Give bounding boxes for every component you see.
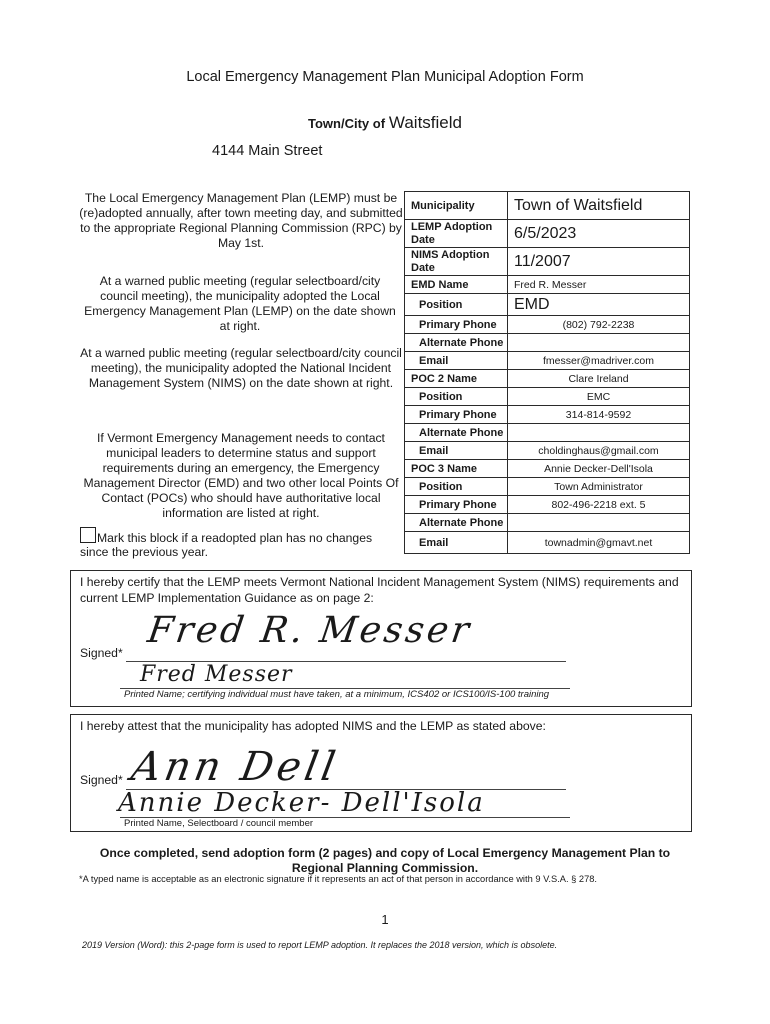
poc3-name-value[interactable]: Annie Decker-Dell'Isola (508, 460, 690, 478)
instruction-contacts: If Vermont Emergency Management needs to contact municipal leaders to determine status and support requirements during an emergency, the Emergency Management Director (EMD) and two other local Points Of Contact (POCs) who should have authoritative local information are listed at right. (83, 431, 399, 520)
poc2-email-label: Email (405, 442, 508, 460)
table-row-poc3-primary-phone (405, 496, 690, 514)
emd-email-value[interactable]: fmesser@madriver.com (508, 352, 690, 370)
poc3-position-value[interactable]: Town Administrator (508, 478, 690, 496)
emd-primary-phone-label: Primary Phone (405, 316, 508, 334)
poc3-email-value[interactable]: townadmin@gmavt.net (508, 532, 690, 554)
form-title: Local Emergency Management Plan Municipal Adoption Form (186, 69, 584, 85)
attest-statement: I hereby attest that the municipality has adopted NIMS and the LEMP as stated above: (80, 719, 546, 733)
version-note: 2019 Version (Word): this 2-page form is used to report LEMP adoption. It replaces the 2018 version, which is obsolete. (82, 940, 558, 950)
no-changes-note-line1: Mark this block if a readopted plan has no changes (97, 531, 373, 545)
no-changes-note-line2: since the previous year. (80, 545, 209, 559)
poc3-alternate-phone-value[interactable] (508, 514, 690, 532)
table-row-emd-primary-phone (405, 316, 690, 334)
instruction-lemp-adoption: At a warned public meeting (regular selectboard/city council meeting), the municipality adopted the Local Emergency Management Plan (LEMP) on the date shown at right. (84, 274, 396, 333)
table-row-lemp-date (405, 220, 690, 248)
table-row-emd-position (405, 294, 690, 316)
nims-date-value[interactable]: 11/2007 (508, 248, 690, 276)
emd-alternate-phone-label: Alternate Phone (405, 334, 508, 352)
table-row-poc3-alternate-phone (405, 514, 690, 532)
emd-email-label: Email (405, 352, 508, 370)
town-label: Town/City of (308, 116, 386, 131)
emd-position-label: Position (405, 294, 508, 316)
poc3-primary-phone-label: Primary Phone (405, 496, 508, 514)
emd-name-value[interactable]: Fred R. Messer (508, 276, 690, 294)
town-line (0, 113, 770, 133)
instruction-nims-adoption: At a warned public meeting (regular selectboard/city council meeting), the municipality adopted the National Incident Management System (NIMS) on the date shown at right. (80, 346, 402, 390)
instruction-lemp-annual: The Local Emergency Management Plan (LEMP) must be (re)adopted annually, after town meeting day, and submitted to the appropriate Regional Planning Commission (RPC) by May 1st. (79, 191, 403, 250)
certify-name-caption: Printed Name; certifying individual must have taken, at a minimum, ICS402 or ICS100/IS-100 training (124, 689, 550, 700)
closing-line2: Regional Planning Commission. (291, 861, 479, 875)
certify-printed-name[interactable]: Fred Messer (140, 662, 293, 687)
attest-name-caption: Printed Name, Selectboard / council member (124, 818, 314, 829)
lemp-date-value[interactable]: 6/5/2023 (508, 220, 690, 248)
emd-position-value[interactable]: EMD (508, 294, 690, 316)
poc2-position-label: Position (405, 388, 508, 406)
signature-footnote: *A typed name is acceptable as an electronic signature if it represents an act of that person in accordance with 9 V.S.A. § 278. (79, 874, 598, 884)
table-row-nims-date (405, 248, 690, 276)
closing-line1: Once completed, send adoption form (2 pages) and copy of Local Emergency Management Plan to (99, 846, 671, 860)
certify-signature[interactable]: Fred R. Messer (145, 610, 475, 651)
poc2-alternate-phone-label: Alternate Phone (405, 424, 508, 442)
table-row-municipality (405, 192, 690, 220)
nims-date-label: NIMS Adoption Date (405, 248, 508, 276)
poc2-primary-phone-label: Primary Phone (405, 406, 508, 424)
certify-signed-label: Signed* (80, 646, 123, 660)
lemp-date-label: LEMP Adoption Date (405, 220, 508, 248)
town-value: Waitsfield (388, 113, 462, 132)
table-row-poc3-name (405, 460, 690, 478)
contact-table (404, 191, 690, 554)
poc3-alternate-phone-label: Alternate Phone (405, 514, 508, 532)
emd-alternate-phone-value[interactable] (508, 334, 690, 352)
table-row-emd-alternate-phone (405, 334, 690, 352)
attest-printed-name[interactable]: Annie Decker- Dell'Isola (118, 788, 485, 818)
poc2-email-value[interactable]: choldinghaus@gmail.com (508, 442, 690, 460)
poc3-position-label: Position (405, 478, 508, 496)
emd-primary-phone-value[interactable]: (802) 792-2238 (508, 316, 690, 334)
attest-signature[interactable]: Ann Dell (127, 744, 343, 790)
certify-statement: I hereby certify that the LEMP meets Vermont National Incident Management System (NIMS) requirements and current LEMP Implementation Guidance as on page 2: (80, 575, 679, 605)
closing-instruction (0, 846, 770, 876)
table-row-emd-email (405, 352, 690, 370)
poc2-position-value[interactable]: EMC (508, 388, 690, 406)
emd-name-label: EMD Name (405, 276, 508, 294)
municipality-value[interactable]: Town of Waitsfield (508, 192, 690, 220)
table-row-poc3-email (405, 532, 690, 554)
poc2-alternate-phone-value[interactable] (508, 424, 690, 442)
poc3-email-label: Email (405, 532, 508, 554)
poc3-primary-phone-value[interactable]: 802-496-2218 ext. 5 (508, 496, 690, 514)
municipal-address: 4144 Main Street (212, 143, 323, 159)
table-row-poc2-alternate-phone (405, 424, 690, 442)
poc2-primary-phone-value[interactable]: 314-814-9592 (508, 406, 690, 424)
page-number: 1 (381, 912, 389, 927)
attest-signed-label: Signed* (80, 773, 123, 787)
poc2-name-value[interactable]: Clare Ireland (508, 370, 690, 388)
table-row-poc2-primary-phone (405, 406, 690, 424)
table-row-poc2-email (405, 442, 690, 460)
municipality-label: Municipality (405, 192, 508, 220)
poc3-name-label: POC 3 Name (405, 460, 508, 478)
table-row-poc2-position (405, 388, 690, 406)
table-row-emd-name (405, 276, 690, 294)
no-changes-note (80, 531, 410, 559)
table-row-poc2-name (405, 370, 690, 388)
poc2-name-label: POC 2 Name (405, 370, 508, 388)
table-row-poc3-position (405, 478, 690, 496)
